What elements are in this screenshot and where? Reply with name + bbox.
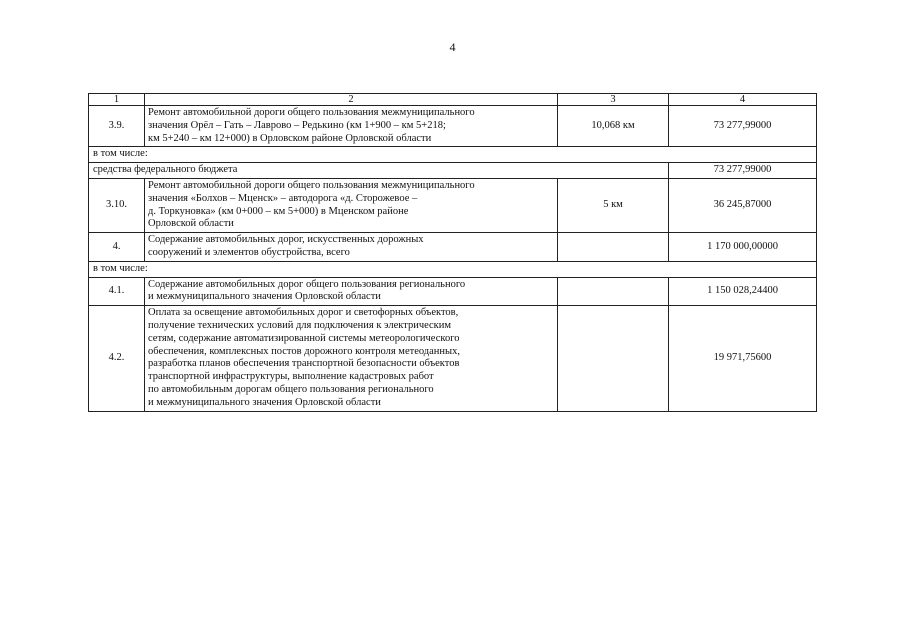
description-line: и межмуниципального значения Орловской области: [148, 396, 381, 408]
description-line: обеспечения, комплексных постов дорожного контроля метеоданных,: [148, 345, 460, 357]
row-description: [145, 233, 558, 262]
table-header-row: [89, 94, 817, 106]
table-row: [89, 147, 817, 163]
row-sum: 1 150 028,24400: [669, 277, 817, 306]
description-line: Ремонт автомобильной дороги общего пользования межмуниципального: [148, 107, 475, 118]
description-line: Ремонт автомобильной дороги общего пользования межмуниципального: [148, 179, 475, 191]
row-number: 3.10.: [89, 178, 145, 232]
page-number: 4: [449, 40, 456, 54]
table-row: [89, 178, 817, 232]
description-line: сооружений и элементов обустройства, всего: [148, 246, 350, 258]
description-line: значения «Болхов – Мценск» – автодорога «д. Сторожевое –: [148, 192, 418, 204]
description-line: Содержание автомобильных дорог, искусственных дорожных: [148, 234, 424, 246]
description-line: д. Торкуновка» (км 0+000 – км 5+000) в Мценском районе: [148, 205, 409, 217]
row-number: 4.1.: [89, 277, 145, 306]
description-line: разработка планов обеспечения транспортной безопасности объектов: [148, 358, 460, 370]
row-quantity: 10,068 км: [558, 106, 669, 147]
row-description: [145, 277, 558, 306]
row-sum: 36 245,87000: [669, 178, 817, 232]
row-description: [145, 106, 558, 147]
row-quantity: [558, 306, 669, 411]
row-quantity: 5 км: [558, 178, 669, 232]
budget-table: [88, 93, 817, 412]
header-col-3: 3: [558, 94, 669, 106]
funding-source: средства федерального бюджета: [89, 163, 669, 179]
description-line: Оплата за освещение автомобильных дорог и светофорных объектов,: [148, 307, 459, 319]
row-sum: 1 170 000,00000: [669, 233, 817, 262]
header-col-1: 1: [89, 94, 145, 106]
row-number: 4.2.: [89, 306, 145, 411]
description-line: и межмуниципального значения Орловской области: [148, 291, 381, 303]
header-col-2: 2: [145, 94, 558, 106]
table-row: [89, 277, 817, 306]
description-line: сетям, содержание автоматизированной системы метеорологического: [148, 332, 460, 344]
row-sum: 73 277,99000: [669, 106, 817, 147]
row-sum: 19 971,75600: [669, 306, 817, 411]
table-row: [89, 233, 817, 262]
row-sum: 73 277,99000: [669, 163, 817, 179]
header-col-4: 4: [669, 94, 817, 106]
description-line: транспортной инфраструктуры, выполнение кадастровых работ: [148, 371, 434, 383]
description-line: Содержание автомобильных дорог общего пользования регионального: [148, 278, 466, 290]
description-line: получение технических условий для подключения к электрическим: [148, 319, 452, 331]
subtotal-note: в том числе:: [89, 147, 817, 163]
description-line: значения Орёл – Гать – Лаврово – Редькино (км 1+900 – км 5+218;: [148, 119, 446, 131]
row-number: 3.9.: [89, 106, 145, 147]
row-description: [145, 306, 558, 411]
row-description: [145, 178, 558, 232]
row-quantity: [558, 233, 669, 262]
table-row: [89, 306, 817, 411]
table-row: [89, 261, 817, 277]
table-row: [89, 163, 817, 179]
description-line: по автомобильным дорогам общего пользования регионального: [148, 383, 434, 395]
table-row: [89, 106, 817, 147]
description-line: Орловской области: [148, 218, 234, 230]
row-quantity: [558, 277, 669, 306]
row-number: 4.: [89, 233, 145, 262]
subtotal-note: в том числе:: [89, 261, 817, 277]
description-line: км 5+240 – км 12+000) в Орловском районе Орловской области: [148, 132, 432, 144]
